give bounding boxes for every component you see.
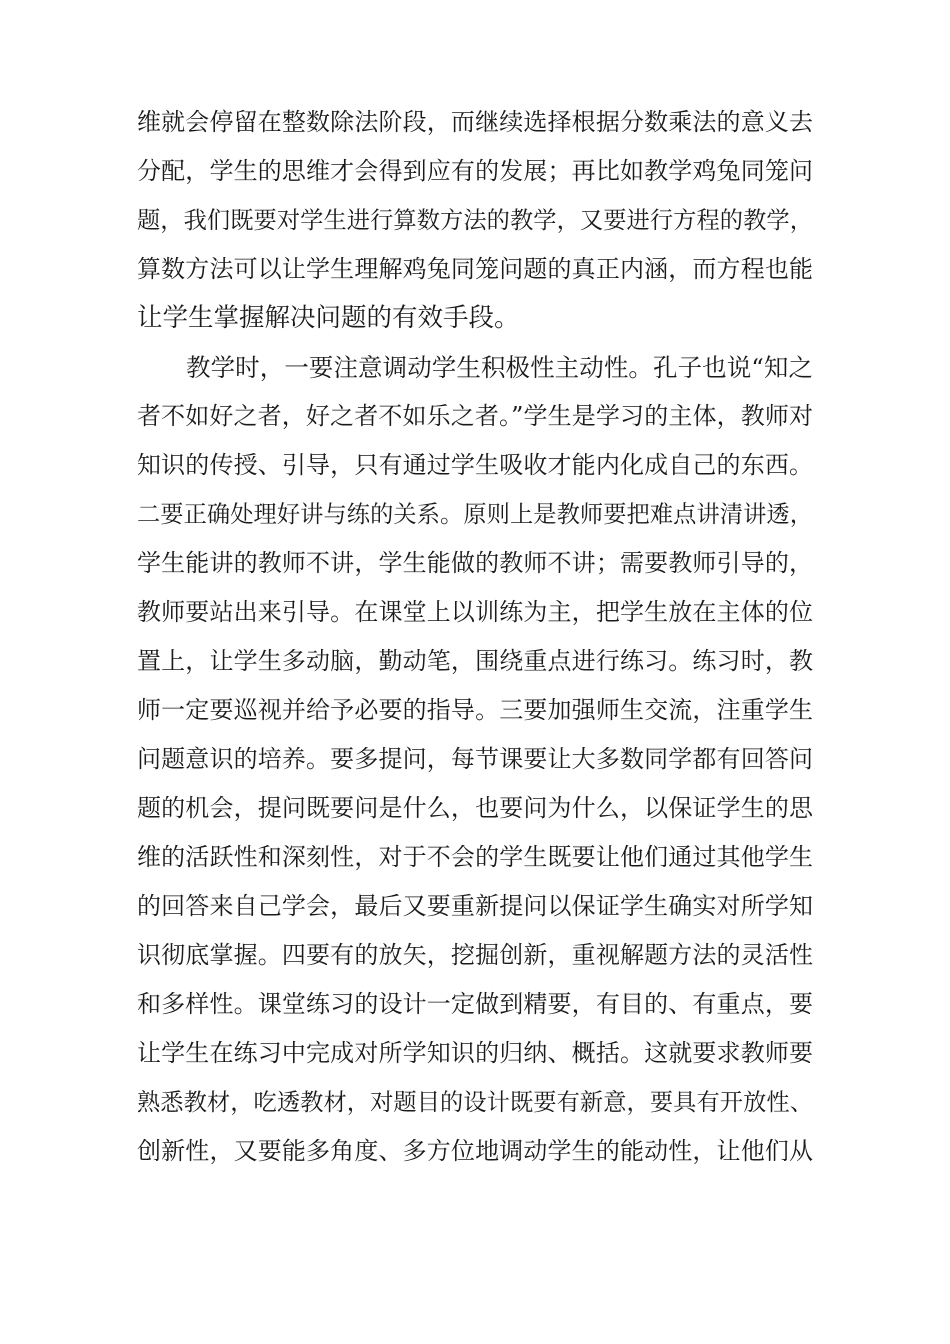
body-text [137,98,813,1176]
text-line: 的回答来自己学会，最后又要重新提问以保证学生确实对所学知 [137,892,813,920]
text-line: 创新性，又要能多角度、多方位地调动学生的能动性，让他们从 [137,1137,813,1165]
text-line: 识彻底掌握。四要有的放矢，挖掘创新，重视解题方法的灵活性 [137,941,813,969]
text-line: 题，我们既要对学生进行算数方法的教学，又要进行方程的教学， [137,207,813,234]
text-line: 知识的传授、引导，只有通过学生吸收才能内化成自己的东西。 [137,451,813,479]
text-line: 教学时，一要注意调动学生积极性主动性。孔子也说“知之 [186,353,813,382]
text-line: 者不如好之者，好之者不如乐之者。”学生是学习的主体，教师对 [137,402,813,430]
text-line: 维就会停留在整数除法阶段，而继续选择根据分数乘法的意义去 [137,108,813,136]
text-line: 师一定要巡视并给予必要的指导。三要加强师生交流，注重学生 [137,696,813,724]
text-line: 维的活跃性和深刻性，对于不会的学生既要让他们通过其他学生 [137,843,813,871]
text-line: 题的机会，提问既要问是什么，也要问为什么，以保证学生的思 [137,794,813,822]
text-line: 让学生在练习中完成对所学知识的归纳、概括。这就要求教师要 [137,1039,813,1067]
text-line: 分配，学生的思维才会得到应有的发展；再比如教学鸡兔同笼问 [137,157,813,185]
text-line: 教师要站出来引导。在课堂上以训练为主，把学生放在主体的位 [137,598,813,626]
text-line: 二要正确处理好讲与练的关系。原则上是教师要把难点讲清讲透， [137,501,813,528]
text-line: 学生能讲的教师不讲，学生能做的教师不讲；需要教师引导的， [137,549,813,577]
text-line: 置上，让学生多动脑，勤动笔，围绕重点进行练习。练习时，教 [137,647,813,675]
text-line: 问题意识的培养。要多提问，每节课要让大多数同学都有回答问 [137,745,813,773]
text-line: 让学生掌握解决问题的有效手段。 [137,303,520,333]
text-line: 算数方法可以让学生理解鸡兔同笼问题的真正内涵，而方程也能 [137,255,813,283]
text-line: 和多样性。课堂练习的设计一定做到精要，有目的、有重点，要 [137,990,813,1018]
text-line: 熟悉教材，吃透教材，对题目的设计既要有新意，要具有开放性、 [137,1089,813,1116]
